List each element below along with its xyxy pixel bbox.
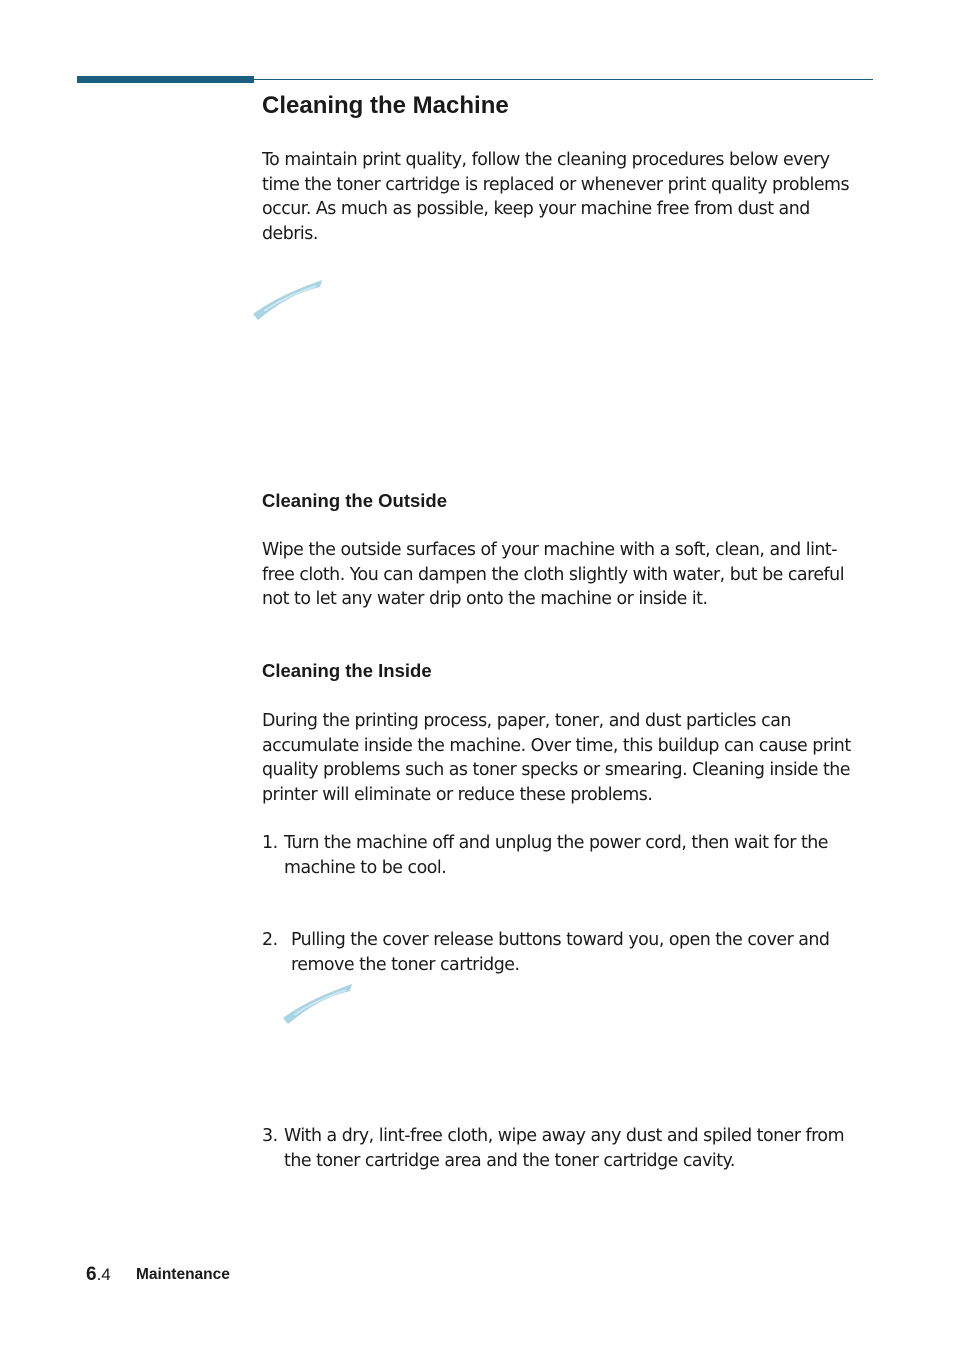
note-brush-icon	[280, 982, 354, 1026]
header-rule-line	[254, 79, 873, 80]
header-rule-accent	[77, 76, 254, 83]
step-text: With a dry, lint-free cloth, wipe away any dust and spiled toner from the toner cartridge area and the toner cartridge cavity.	[284, 1126, 845, 1171]
intro-paragraph: To maintain print quality, follow the cleaning procedures below every time the toner cartridge is replaced or whenever print quality problems occur. As much as possible, keep your machine free from dust and debris.	[262, 150, 850, 244]
outside-paragraph: Wipe the outside surfaces of your machine with a soft, clean, and lint-free cloth. You can dampen the cloth slightly with water, but be careful not to let any water drip onto the machine or inside it.	[262, 540, 845, 609]
page-suffix: .4	[96, 1265, 111, 1284]
note-brush-icon	[250, 278, 324, 322]
step-text: Pulling the cover release buttons toward you, open the cover and remove the toner cartridge.	[291, 930, 830, 975]
page-title: Cleaning the Machine	[262, 92, 509, 119]
inside-paragraph: During the printing process, paper, toner, and dust particles can accumulate inside the machine. Over time, this buildup can cause print quality problems such as toner specks or smearing. Cleaning inside the printer will eliminate or reduce these problems.	[262, 711, 851, 805]
step-number: 3.	[262, 1126, 278, 1146]
outside-heading: Cleaning the Outside	[262, 490, 448, 511]
list-item	[262, 928, 862, 977]
step-text: Turn the machine off and unplug the power cord, then wait for the machine to be cool.	[284, 833, 829, 878]
list-item	[262, 1124, 862, 1173]
page-number	[86, 1264, 111, 1286]
step-number: 2.	[262, 930, 278, 950]
chapter-number: 6	[86, 1264, 97, 1285]
list-item	[262, 831, 862, 880]
step-number: 1.	[262, 833, 278, 853]
inside-heading: Cleaning the Inside	[262, 660, 432, 681]
section-name: Maintenance	[136, 1266, 230, 1283]
